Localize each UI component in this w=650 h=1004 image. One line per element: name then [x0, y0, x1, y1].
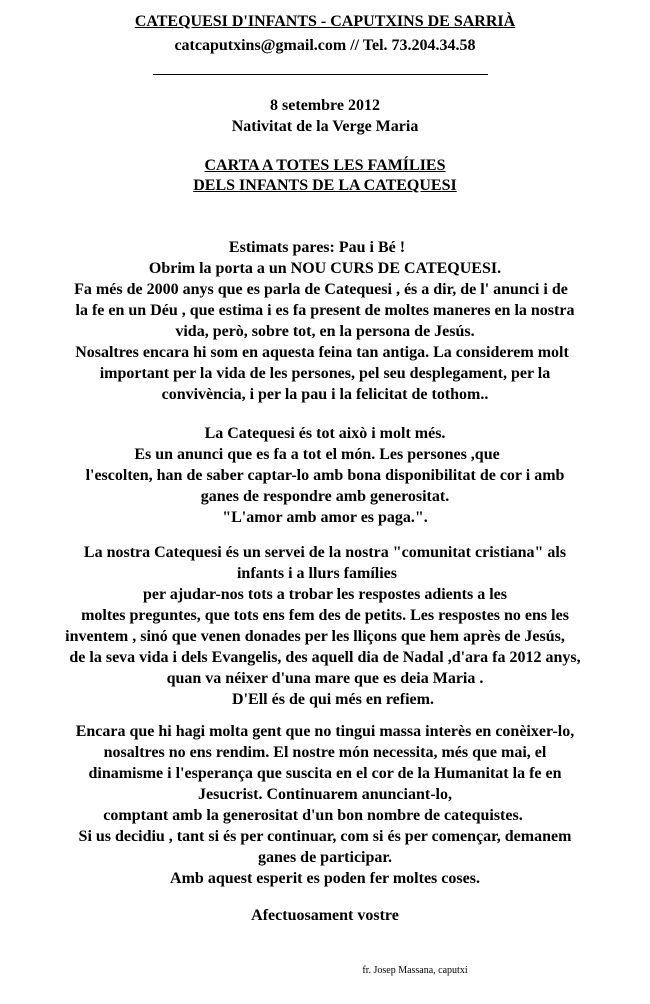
closing-line: Afectuosament vostre: [251, 907, 399, 924]
paragraph-line: Fa més de 2000 anys que es parla de Catequesi , és a dir, de l' anunci i de: [74, 281, 568, 298]
paragraph-line: convivència, i per la pau i la felicitat de tothom..: [161, 386, 489, 403]
paragraph-line: "L'amor amb amor es paga.".: [222, 509, 428, 526]
paragraph-line: dinamisme i l'esperança que suscita en el cor de la Humanitat la fe en: [88, 765, 562, 782]
paragraph-line: La nostra Catequesi és un servei de la nostra "comunitat cristiana" als: [83, 544, 567, 561]
letterhead-contact: catcaputxins@gmail.com // Tel. 73.204.34.58: [174, 37, 476, 54]
paragraph-line: Nosaltres encara hi som en aquesta feina tan antiga. La considerem molt: [75, 344, 569, 361]
letter-heading-line-1: CARTA A TOTES LES FAMÍLIES: [204, 157, 446, 174]
paragraph-line: de la seva vida i dels Evangelis, des aquell dia de Nadal ,d'ara fa 2012 anys,: [69, 649, 581, 666]
paragraph-line: Jesucrist. Continuarem anunciant-lo,: [198, 786, 452, 803]
paragraph-line: per ajudar-nos tots a trobar les respostes adients a les: [143, 586, 507, 603]
salutation: Estimats pares: Pau i Bé !: [228, 239, 406, 256]
paragraph-line: Obrim la porta a un NOU CURS DE CATEQUESI.: [148, 260, 502, 277]
header-divider: [153, 74, 488, 75]
paragraph-line: vida, però, sobre tot, en la persona de Jesús.: [175, 323, 475, 340]
paragraph-line: Encara que hi hagi molta gent que no tingui massa interès en conèixer-lo,: [75, 723, 575, 740]
paragraph-line: La Catequesi és tot això i molt més.: [204, 425, 446, 442]
letter-date: 8 setembre 2012: [270, 97, 380, 114]
paragraph-line: nosaltres no ens rendim. El nostre món necessita, més que mai, el: [103, 744, 547, 761]
paragraph-line: la fe en un Déu , que estima i es fa present de moltes maneres en la nostra: [75, 302, 575, 319]
paragraph-line: Es un anunci que es fa a tot el món. Les persones ,que: [134, 446, 500, 463]
paragraph-line: quan va néixer d'una mare que es deia Maria .: [166, 670, 484, 687]
paragraph-line: inventem , sinó que venen donades per les lliçons que hem après de Jesús,: [65, 628, 565, 645]
paragraph-line: infants i a llurs famílies: [236, 565, 397, 582]
paragraph-line: l'escolten, han de saber captar-lo amb bona disponibilitat de cor i amb: [85, 467, 565, 484]
paragraph-line: D'Ell és de qui més en refiem.: [232, 691, 434, 708]
paragraph-line: Si us decidiu , tant si és per continuar, com si és per començar, demanem: [78, 828, 572, 845]
paragraph-line: moltes preguntes, que tots ens fem des de petits. Les respostes no ens les: [81, 607, 569, 624]
signature: fr. Josep Massana, caputxí: [362, 965, 468, 976]
paragraph-line: ganes de respondre amb generositat.: [200, 488, 450, 505]
paragraph-line: comptant amb la generositat d'un bon nombre de catequistes.: [103, 807, 523, 824]
letter-occasion: Nativitat de la Verge Maria: [231, 118, 419, 135]
letter-heading-line-2: DELS INFANTS DE LA CATEQUESI: [193, 177, 457, 194]
paragraph-line: important per la vida de les persones, pel seu desplegament, per la: [99, 365, 551, 382]
paragraph-line: ganes de participar.: [257, 849, 393, 866]
paragraph-line: Amb aquest esperit es poden fer moltes coses.: [170, 870, 480, 887]
letterhead-title: CATEQUESI D'INFANTS - CAPUTXINS DE SARRIÀ: [134, 13, 516, 30]
